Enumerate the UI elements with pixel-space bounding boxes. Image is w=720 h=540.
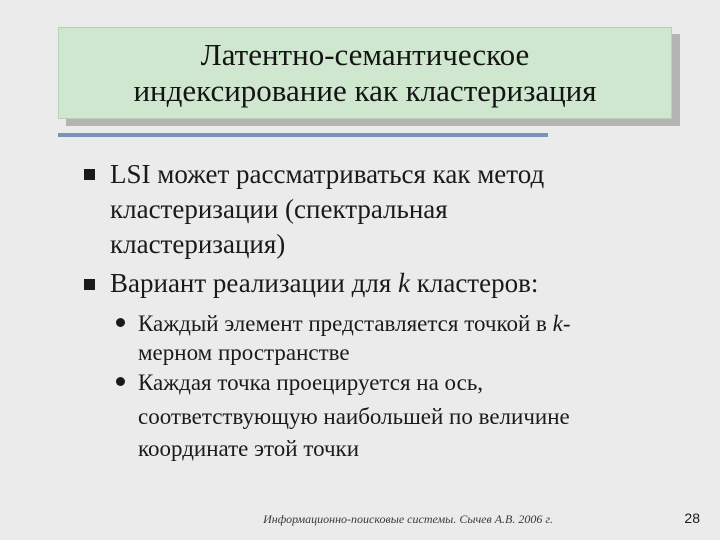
bullet-1-line-2: кластеризации (спектральная	[110, 194, 448, 224]
title-underline-rule	[58, 133, 548, 137]
subitem-2-line-3: координате этой точки	[138, 436, 360, 461]
subitem-2-line-2: соответствующую наибольшей по величине	[138, 404, 570, 429]
round-bullet-icon	[116, 318, 125, 327]
square-bullet-icon	[84, 279, 95, 290]
bullet-2-prefix: Вариант реализации для	[110, 268, 399, 298]
bullet-1-line-1: LSI может рассматриваться как метод	[110, 159, 545, 189]
bullet-2-variable: k	[398, 268, 410, 298]
subitem-1-line-2: мерном пространстве	[138, 340, 350, 365]
bullet-2-text	[110, 266, 538, 300]
bullet-1-line-3: кластеризация)	[110, 229, 286, 259]
title-line-2: индексирование как кластеризация	[133, 73, 597, 108]
square-bullet-icon	[84, 169, 95, 180]
bullet-2-suffix: кластеров:	[410, 268, 539, 298]
round-bullet-icon	[116, 377, 125, 386]
page-number: 28	[684, 510, 700, 526]
subitem-1-line-1	[138, 309, 571, 338]
subitem-1-prefix: Каждый элемент представляется точкой в	[138, 311, 553, 336]
subitem-2-line-1: Каждая точка проецируется на ось,	[138, 370, 484, 395]
slide-title	[58, 27, 672, 119]
title-line-1: Латентно-семантическое	[200, 37, 530, 72]
subitem-1-variable: k	[552, 311, 563, 336]
slide-footer: Информационно-поисковые системы. Сычев А.В. 2006 г.	[263, 512, 553, 526]
subitem-1-suffix: -	[562, 311, 571, 336]
